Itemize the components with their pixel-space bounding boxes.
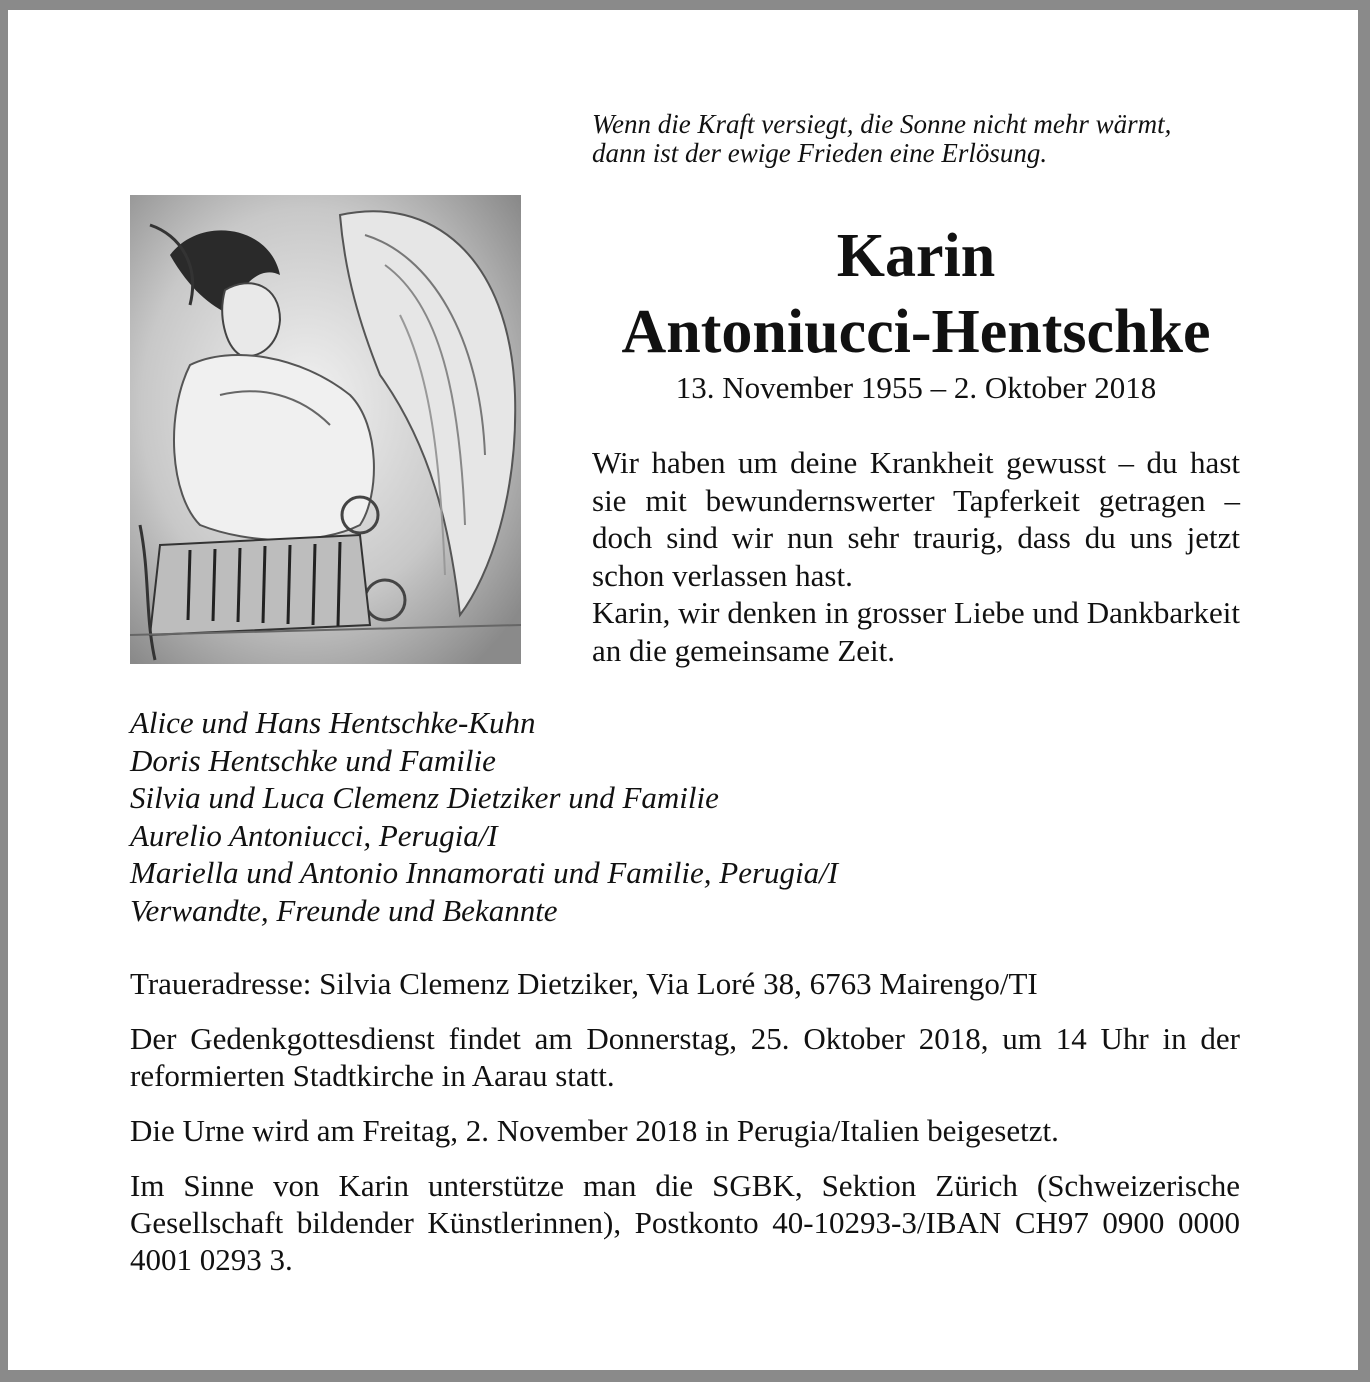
message-paragraph: Wir haben um deine Krankheit gewusst – du hast sie mit bewundernswerter Tapferkeit getragen – doch sind wir nun sehr traurig, dass du uns jetzt schon verlassen hast. xyxy=(592,445,1240,593)
mourner-entry: Verwandte, Freunde und Bekannte xyxy=(130,892,558,928)
mourner-entry: Alice und Hans Hentschke-Kuhn xyxy=(130,705,536,740)
mourning-address: Traueradresse: Silvia Clemenz Dietziker, Via Loré 38, 6763 Mairengo/TI xyxy=(130,966,1038,1001)
angel-artwork-image xyxy=(130,195,521,664)
mourners-list xyxy=(130,704,1230,930)
mourner-entry: Mariella und Antonio Innamorati und Familie, Perugia/I xyxy=(130,855,839,891)
memorial-service-info: Der Gedenkgottesdienst findet am Donnerstag, 25. Oktober 2018, um 14 Uhr in der reformierten Stadtkirche in Aarau statt. xyxy=(130,1021,1240,1093)
life-dates: 13. November 1955 – 2. Oktober 2018 xyxy=(675,370,1157,405)
urn-burial-info: Die Urne wird am Freitag, 2. November 2018 in Perugia/Italien beigesetzt. xyxy=(130,1113,1059,1148)
mourner-entry: Aurelio Antoniucci, Perugia/I xyxy=(130,817,498,853)
motto-quote: Wenn die Kraft versiegt, die Sonne nicht mehr wärmt, dann ist der ewige Frieden eine Erlösung. xyxy=(592,109,1172,168)
farewell-message xyxy=(592,444,1240,669)
deceased-last-name: Antoniucci-Hentschke xyxy=(621,298,1211,366)
funeral-information xyxy=(130,965,1240,1296)
message-paragraph: Karin, wir denken in grosser Liebe und Dankbarkeit an die gemeinsame Zeit. xyxy=(592,595,1240,668)
deceased-first-name: Karin xyxy=(836,222,996,290)
donation-info: Im Sinne von Karin unterstütze man die SGBK, Sektion Zürich (Schweizerische Gesellschaft bildender Künstlerinnen), Postkonto 40-10293-3/IBAN CH97 0900 0000 4001 0293 3. xyxy=(130,1168,1240,1277)
mourner-entry: Silvia und Luca Clemenz Dietziker und Familie xyxy=(130,780,719,816)
obituary-notice xyxy=(8,10,1358,1370)
mourner-entry: Doris Hentschke und Familie xyxy=(130,742,496,778)
deceased-name xyxy=(588,218,1244,370)
